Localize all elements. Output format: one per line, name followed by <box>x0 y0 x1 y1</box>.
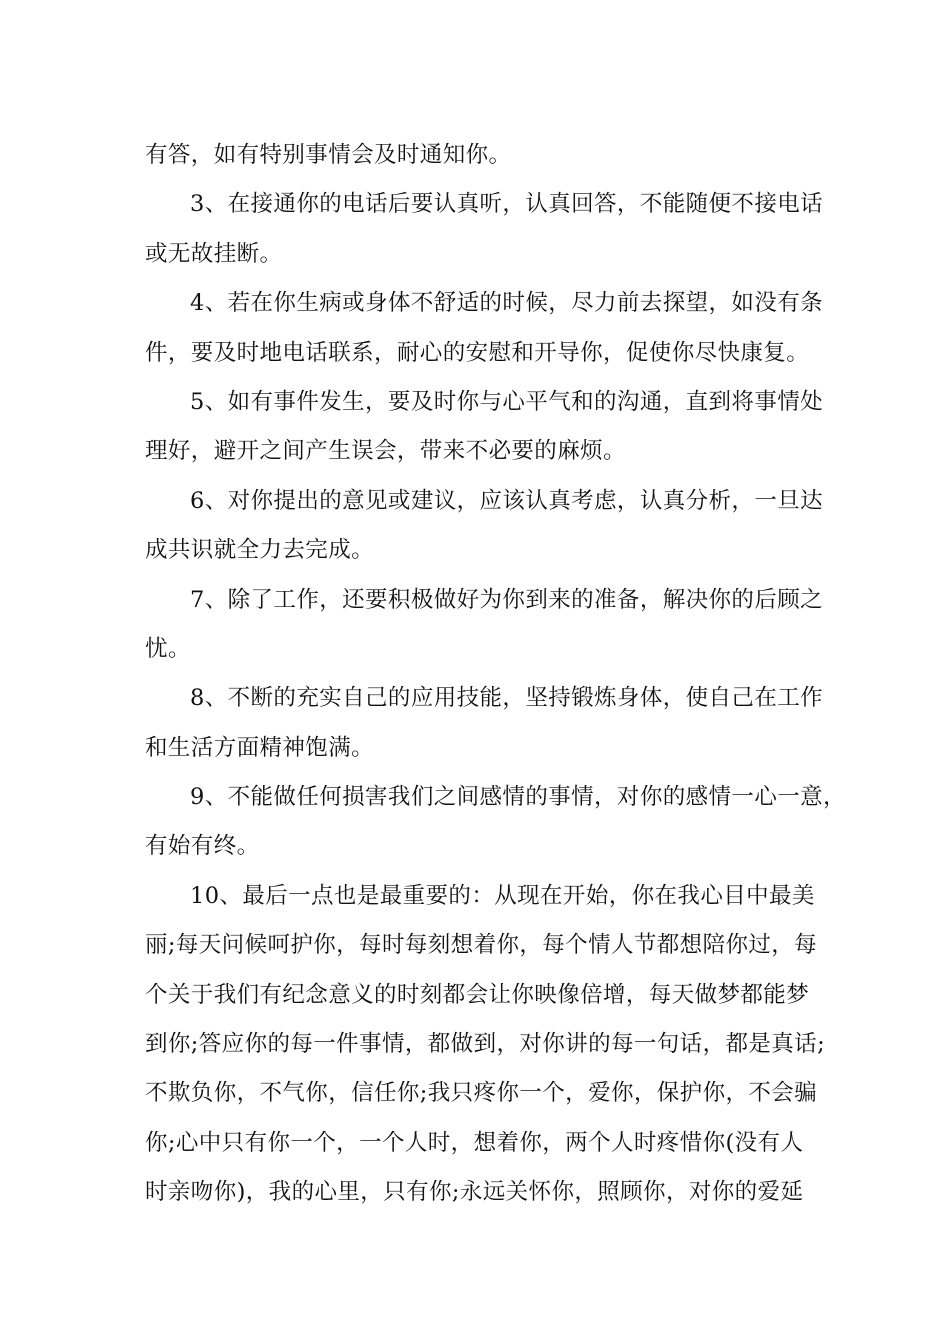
text-line: 9、不能做任何损害我们之间感情的事情，对你的感情一心一意， <box>190 784 846 811</box>
text-line: 4、若在你生病或身体不舒适的时候，尽力前去探望，如没有条 <box>190 290 824 317</box>
text-line: 或无故挂断。 <box>145 240 283 267</box>
text-line: 到你;答应你的每一件事情，都做到，对你讲的每一句话，都是真话; <box>145 1031 826 1058</box>
text-line: 个关于我们有纪念意义的时刻都会让你映像倍增，每天做梦都能梦 <box>145 981 810 1008</box>
text-line: 8、不断的充实自己的应用技能，坚持锻炼身体，使自己在工作 <box>190 685 824 712</box>
text-line: 5、如有事件发生，要及时你与心平气和的沟通，直到将事情处 <box>190 388 824 415</box>
text-line: 10、最后一点也是最重要的：从现在开始，你在我心目中最美 <box>190 882 815 909</box>
text-line: 件，要及时地电话联系，耐心的安慰和开导你，促使你尽快康复。 <box>145 339 810 366</box>
text-line: 丽;每天问候呵护你，每时每刻想着你，每个情人节都想陪你过，每 <box>145 932 818 959</box>
document-body <box>145 131 846 1218</box>
text-line: 成共识就全力去完成。 <box>145 537 375 564</box>
text-line: 不欺负你，不气你，信任你;我只疼你一个，爱你，保护你，不会骗 <box>145 1080 818 1107</box>
text-line: 有答，如有特别事情会及时通知你。 <box>145 142 512 168</box>
text-line: 3、在接通你的电话后要认真听，认真回答，不能随便不接电话 <box>190 191 824 218</box>
text-line: 理好，避开之间产生误会，带来不必要的麻烦。 <box>145 438 626 465</box>
text-line: 时亲吻你)，我的心里，只有你;永远关怀你，照顾你，对你的爱延 <box>145 1179 804 1206</box>
text-line: 6、对你提出的意见或建议，应该认真考虑，认真分析，一旦达 <box>190 487 824 514</box>
text-line: 你;心中只有你一个，一个人时，想着你，两个人时疼惜你(没有人 <box>145 1129 804 1156</box>
text-line: 和生活方面精神饱满。 <box>145 734 375 761</box>
text-line: 7、除了工作，还要积极做好为你到来的准备，解决你的后顾之 <box>190 586 824 613</box>
text-line: 有始有终。 <box>145 833 260 860</box>
text-line: 忧。 <box>145 635 191 662</box>
